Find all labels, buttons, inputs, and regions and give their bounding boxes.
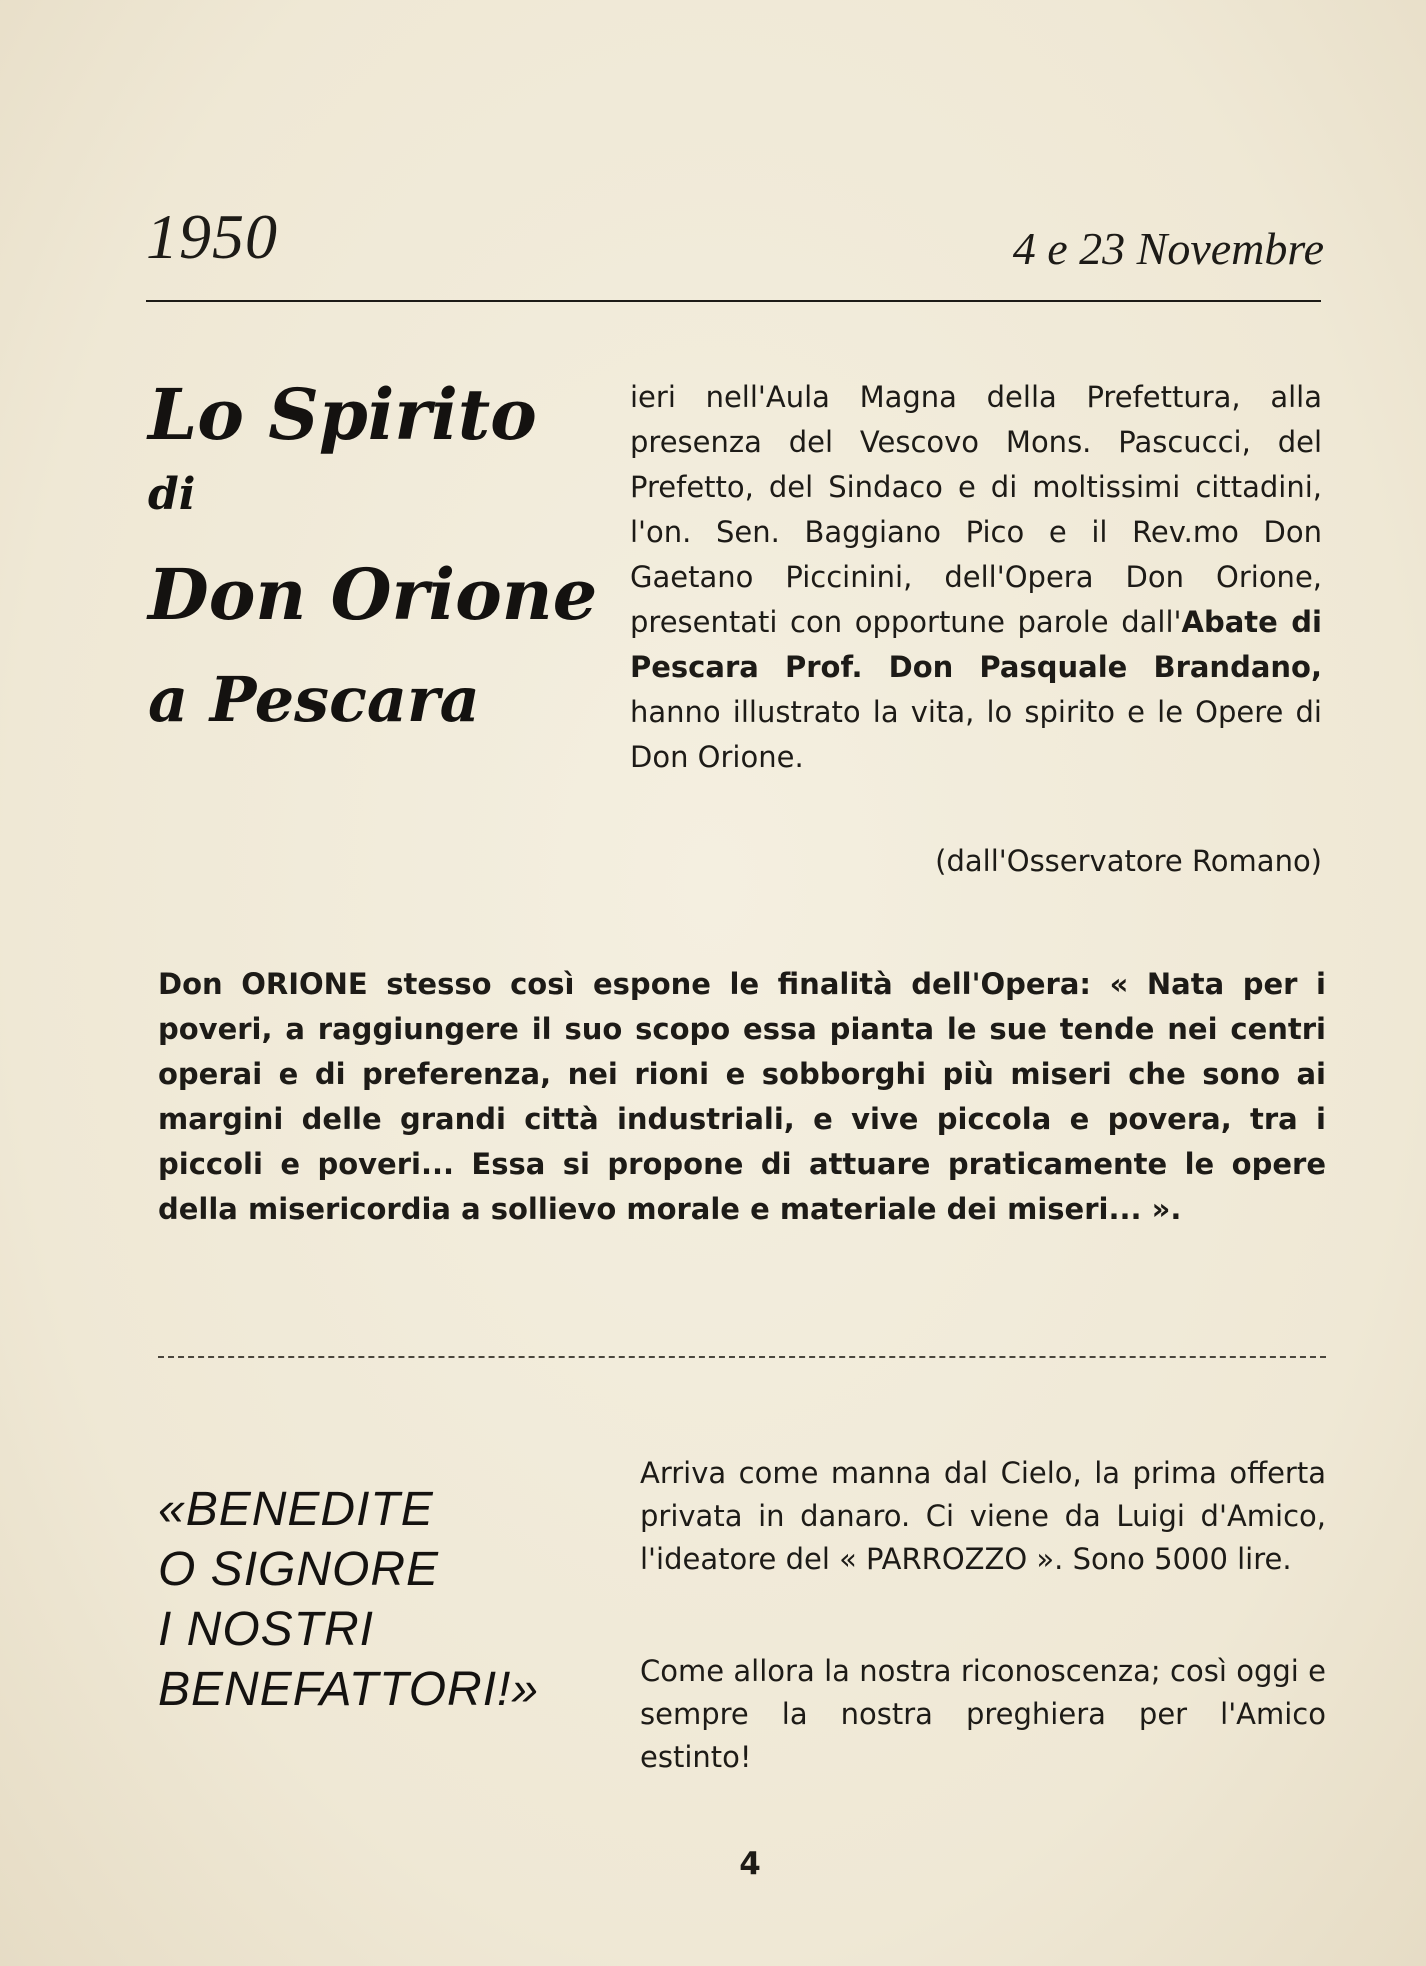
article2-paragraph-1: Arriva come manna dal Cielo, la prima offerta privata in danaro. Ci viene da Luigi d'Amico, l'ideatore del « PARROZZO ». Sono 5000 lire. bbox=[640, 1456, 1326, 1576]
article1-quote-paragraph: Don ORIONE stesso così espone le finalità dell'Opera: « Nata per i poveri, a raggiungere il suo scopo essa pianta le sue tende nei centri operai e di preferenza, nei rioni e sobborghi più miseri che sono ai margini delle grandi città industriali, e vive piccola e povera, tra i piccoli e poveri... Essa si propone di attuare praticamente le opere della misericordia a sollievo morale e materiale dei miseri... ». bbox=[158, 967, 1326, 1226]
quote-line-4: BENEFATTORI!» bbox=[158, 1663, 540, 1716]
quote-line-3: I NOSTRI bbox=[158, 1603, 375, 1656]
title-line-1: Lo Spirito bbox=[148, 373, 537, 456]
article1-source: (dall'Osservatore Romano) bbox=[935, 844, 1322, 878]
title-line-3: Don Orione bbox=[148, 553, 598, 636]
paragraph-text-end: hanno illustrato la vita, lo spirito e le Opere di Don Orione. bbox=[630, 695, 1322, 774]
article1-paragraph bbox=[630, 375, 1322, 780]
paragraph-text: ieri nell'Aula Magna della Prefettura, alla presenza del Vescovo Mons. Pascucci, del Prefetto, del Sindaco e di moltissimi cittadini, l'on. Sen. Baggiano Pico e il Rev.mo Don Gaetano Piccinini, dell'Opera Don Orione, presentati con opportune parole dall' bbox=[630, 380, 1322, 639]
quote-line-2: O SIGNORE bbox=[158, 1543, 440, 1596]
quote-line-1: «BENEDITE bbox=[158, 1483, 434, 1536]
title-line-4: a Pescara bbox=[148, 663, 480, 736]
header-date: 4 e 23 Novembre bbox=[1012, 223, 1324, 274]
article2-quote bbox=[158, 1480, 628, 1720]
article1-title bbox=[148, 370, 608, 750]
paragraph-bold-text: Abate di Pescara Prof. Don Pasquale Brandano, bbox=[630, 605, 1322, 684]
section-divider bbox=[158, 1356, 1326, 1358]
header-rule bbox=[146, 300, 1321, 302]
title-line-2: di bbox=[148, 469, 196, 520]
page-number: 4 bbox=[739, 1846, 761, 1882]
article2-paragraph-2: Come allora la nostra riconoscenza; così oggi e sempre la nostra preghiera per l'Amico estinto! bbox=[640, 1654, 1326, 1774]
header-year: 1950 bbox=[146, 201, 278, 272]
